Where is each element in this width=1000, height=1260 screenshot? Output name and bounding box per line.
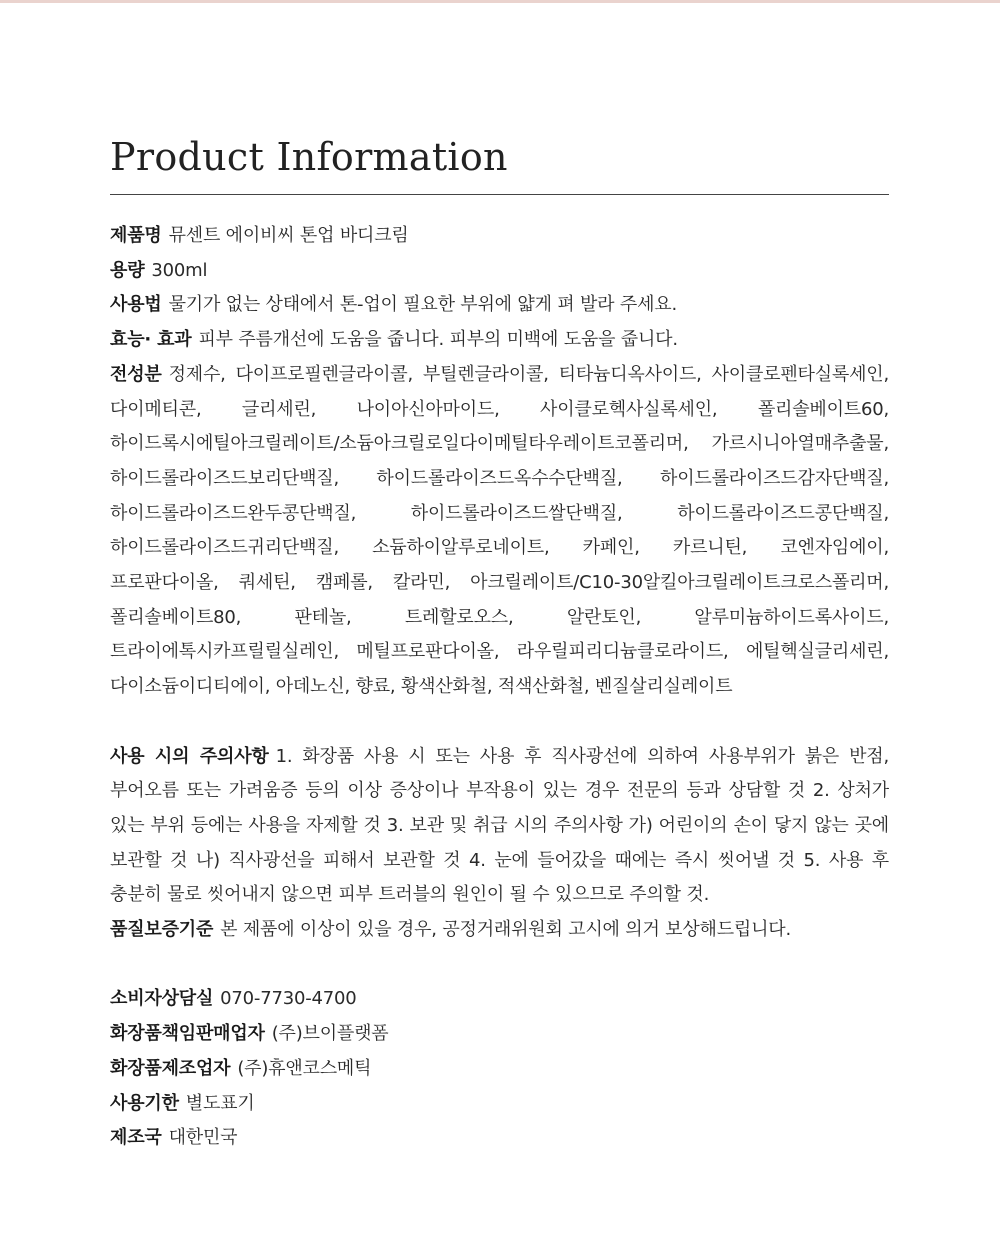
distributor-row xyxy=(110,1017,889,1052)
volume-row xyxy=(110,254,889,289)
manufacturer-row xyxy=(110,1052,889,1087)
efficacy-row xyxy=(110,323,889,358)
origin-label: 제조국 xyxy=(110,1127,162,1149)
quality-row xyxy=(110,913,889,948)
customer-center-value: 070-7730-4700 xyxy=(220,988,357,1010)
title-divider xyxy=(110,194,889,195)
distributor-value: (주)브이플랫폼 xyxy=(271,1023,389,1045)
volume-label: 용량 xyxy=(110,259,145,281)
ingredients-row xyxy=(110,358,889,705)
usage-value: 물기가 없는 상태에서 톤-업이 필요한 부위에 얇게 펴 발라 주세요. xyxy=(168,294,677,316)
product-name-value: 뮤센트 에이비씨 톤업 바디크림 xyxy=(168,225,409,246)
manufacturer-label: 화장품제조업자 xyxy=(110,1057,231,1079)
product-name-label: 제품명 xyxy=(110,225,162,246)
quality-value: 본 제품에 이상이 있을 경우, 공정거래위원회 고시에 의거 보상해드립니다. xyxy=(220,919,791,941)
efficacy-label: 효능· 효과 xyxy=(110,329,192,351)
customer-center-label: 소비자상담실 xyxy=(110,988,214,1010)
efficacy-value: 피부 주름개선에 도움을 줍니다. 피부의 미백에 도움을 줍니다. xyxy=(198,329,678,351)
product-name-row xyxy=(110,219,889,254)
page-title: Product Information xyxy=(110,135,508,179)
manufacturer-value: (주)휴앤코스메틱 xyxy=(237,1057,372,1079)
distributor-label: 화장품책임판매업자 xyxy=(110,1023,265,1045)
precautions-row xyxy=(110,740,889,914)
quality-label: 품질보증기준 xyxy=(110,919,214,941)
origin-value: 대한민국 xyxy=(168,1127,238,1149)
section-spacer xyxy=(110,705,889,740)
ingredients-label: 전성분 xyxy=(110,363,162,385)
customer-center-row xyxy=(110,982,889,1017)
top-decorative-strip xyxy=(0,0,1000,3)
precautions-value: 1. 화장품 사용 시 또는 사용 후 직사광선에 의하여 사용부위가 붉은 반점, 부어오름 또는 가려움증 등의 이상 증상이나 부작용이 있는 경우 전문의 등과 상담할 것 2. 상처가 있는 부위 등에는 사용을 자제할 것 3. 보관 및 취급 시의 주의사항 가) 어린이의 손이 닿지 않는 곳에 보관할 것 나) 직사광선을 피해서 보관할 것 4. 눈에 들어갔을 때에는 즉시 씻어낼 것 5. 사용 후 충분히 물로 씻어내지 않으면 피부 트러블의 원인이 될 수 있으므로 주의할 것. xyxy=(110,745,890,906)
product-info-content xyxy=(110,219,889,1156)
expiry-value: 별도표기 xyxy=(185,1092,255,1114)
usage-row xyxy=(110,288,889,323)
volume-value: 300ml xyxy=(151,259,208,281)
usage-label: 사용법 xyxy=(110,294,162,316)
origin-row xyxy=(110,1121,889,1156)
expiry-row xyxy=(110,1087,889,1122)
ingredients-value: 정제수, 다이프로필렌글라이콜, 부틸렌글라이콜, 티타늄디옥사이드, 사이클로펜타실록세인, 다이메티콘, 글리세린, 나이아신아마이드, 사이클로헥사실록세인, 폴리솔베이트60, 하이드록시에틸아크릴레이트/소듐아크릴로일다이메틸타우레이트코폴리머, 가르시니아열매추출물, 하이드롤라이즈드보리단백질, 하이드롤라이즈드옥수수단백질, 하이드롤라이즈드감자단백질, 하이드롤라이즈드완두콩단백질, 하이드롤라이즈드쌀단백질, 하이드롤라이즈드콩단백질, 하이드롤라이즈드귀리단백질, 소듐하이알루로네이트, 카페인, 카르니틴, 코엔자임에이, 프로판다이올, 쿼세틴, 캠페롤, 칼라민, 아크릴레이트/C10-30알킬아크릴레이트크로스폴리머, 폴리솔베이트80, 판테놀, 트레할로오스, 알란토인, 알루미늄하이드록사이드, 트라이에톡시카프릴릴실레인, 메틸프로판다이올, 라우릴피리디늄클로라이드, 에틸헥실글리세린, 다이소듐이디티에이, 아데노신, 향료, 황색산화철, 적색산화철, 벤질살리실레이트 xyxy=(110,363,889,698)
precautions-label: 사용 시의 주의사항 xyxy=(110,745,269,767)
section-spacer xyxy=(110,948,889,983)
expiry-label: 사용기한 xyxy=(110,1092,179,1114)
